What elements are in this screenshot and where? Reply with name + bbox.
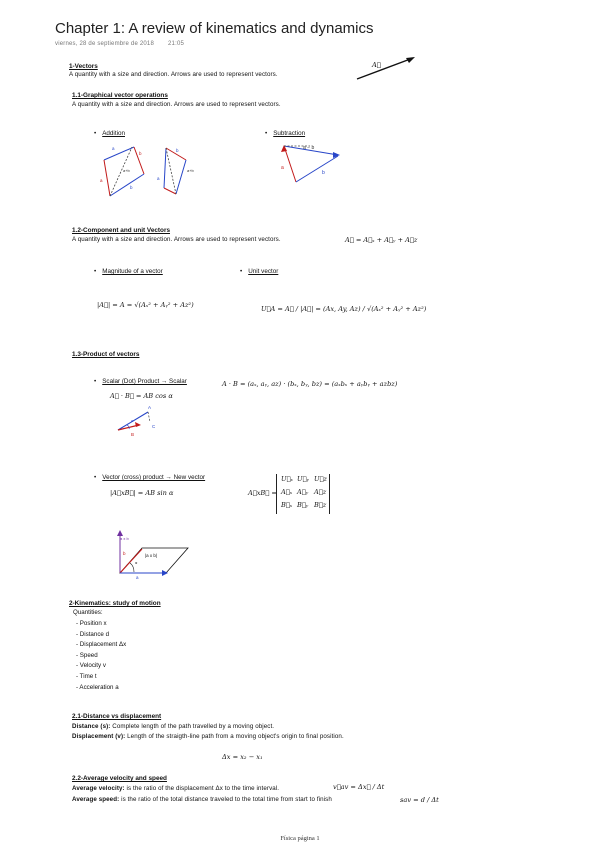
- equation-dot-components: A · B = (aₓ, aᵧ, az) · (bₓ, bᵧ, bz) = (aₓbₓ + aᵧbᵧ + azbz): [222, 380, 398, 388]
- add-label: a+b: [123, 168, 130, 173]
- equation-average-speed: sav = d / Δt: [400, 796, 439, 804]
- det-cell: A⃗z: [314, 488, 327, 496]
- cross-label: a: [136, 575, 139, 580]
- sub-label: a − b: [303, 145, 315, 151]
- timestamp: [55, 41, 198, 47]
- equation-dot-definition: A⃗ · B⃗ = AB cos α: [110, 392, 173, 400]
- bullet-vector-product: • Vector (cross) product → New vector: [94, 474, 205, 481]
- average-speed-definition: [72, 796, 332, 803]
- det-cell: B⃗z: [314, 501, 327, 509]
- bullet-subtraction: • Subtraction: [265, 130, 305, 137]
- page-footer: Física página 1: [280, 835, 320, 842]
- add-label: b: [130, 185, 133, 190]
- list-item: - Velocity v: [76, 662, 106, 670]
- sub-label: b: [322, 170, 325, 176]
- heading-vectors: 1-Vectors: [69, 63, 98, 70]
- equation-unit-vector: U⃗A = A⃗ / |A⃗| = (Ax, Ay, Az) / √(Aₓ² + Aᵧ² + Az²): [261, 305, 427, 313]
- distance-term: Distance (s):: [72, 723, 111, 730]
- add-label: b: [176, 148, 179, 153]
- cross-label: b: [123, 551, 126, 556]
- cross-label: |a x b|: [145, 553, 158, 558]
- det-cell: A⃗ᵧ: [297, 488, 309, 496]
- sub-label: a: [281, 165, 284, 171]
- speed-term: Average speed:: [72, 796, 120, 803]
- subtraction-diagram: [272, 142, 352, 190]
- displacement-term: Displacement (v):: [72, 733, 126, 740]
- add-label: a: [157, 176, 160, 181]
- bullet-scalar-product: • Scalar (Dot) Product → Scalar: [94, 378, 187, 385]
- dot-label: B: [131, 432, 135, 437]
- det-cell: B⃗ᵧ: [297, 501, 309, 509]
- cross-label: α: [135, 560, 138, 565]
- velocity-text: is the ratio of the displacement Δx to the time interval.: [126, 785, 280, 792]
- time-text: 21:05: [168, 41, 185, 47]
- dot-product-diagram: [112, 405, 172, 437]
- heading-distance-displacement: 2.1-Distance vs displacement: [72, 713, 162, 720]
- dot-label: C: [152, 424, 156, 429]
- list-item: - Displacement Δx: [76, 641, 127, 649]
- det-cell: B⃗ₓ: [281, 501, 293, 509]
- vectors-definition: A quantity with a size and direction. Arrows are used to represent vectors.: [69, 71, 278, 78]
- heading-component-unit: 1.2-Component and unit Vectors: [72, 227, 170, 234]
- add-label: a: [100, 178, 103, 183]
- addition-diagram: [92, 140, 212, 202]
- cross-product-diagram: [112, 528, 196, 580]
- add-label: a: [112, 146, 115, 151]
- list-item: - Acceleration a: [76, 683, 119, 691]
- det-cell: A⃗ₓ: [281, 488, 293, 496]
- displacement-text: Length of the straigth-line path from a moving object's origin to final position.: [127, 733, 344, 740]
- equation-displacement: Δx = x₂ − x₁: [222, 753, 263, 761]
- top-vector-figure: [355, 52, 425, 82]
- top-vector-label: A⃗: [372, 61, 381, 69]
- average-velocity-definition: [72, 785, 279, 792]
- addition-triangle-right: [164, 148, 186, 194]
- graphical-ops-text: A quantity with a size and direction. Arrows are used to represent vectors.: [72, 101, 281, 108]
- add-label: a+b: [187, 168, 194, 173]
- quantities-label: Quantities:: [73, 609, 103, 616]
- heading-product: 1.3-Product of vectors: [72, 351, 140, 358]
- bullet-addition: • Addition: [94, 130, 125, 137]
- bullet-magnitude: • Magnitude of a vector: [94, 268, 163, 275]
- det-cell: U⃗z: [314, 475, 327, 483]
- list-item: - Time t: [76, 672, 97, 680]
- quantities-list: [76, 619, 126, 693]
- add-label: b: [139, 151, 142, 156]
- equation-average-velocity: v⃗av = Δx⃗ / Δt: [333, 783, 385, 791]
- heading-graphical-ops: 1.1-Graphical vector operations: [72, 92, 168, 99]
- equation-cross-definition: |A⃗xB⃗| = AB sin α: [110, 489, 174, 497]
- det-cell: U⃗ₓ: [281, 475, 293, 483]
- bullet-unit-vector: • Unit vector: [240, 268, 278, 275]
- dot-label: A: [148, 405, 152, 410]
- distance-definition: [72, 723, 274, 730]
- component-unit-text: A quantity with a size and direction. Arrows are used to represent vectors.: [72, 236, 281, 243]
- velocity-term: Average velocity:: [72, 785, 125, 792]
- equation-magnitude: |A⃗| = A = √(Aₓ² + Aᵧ² + Az²): [97, 301, 194, 309]
- equation-cross-lhs: A⃗xB⃗ =: [248, 489, 277, 497]
- list-item: - Position x: [76, 620, 107, 627]
- heading-average-velocity: 2.2-Average velocity and speed: [72, 775, 167, 782]
- equation-vector-sum: A⃗ = A⃗ₓ + A⃗ᵧ + A⃗z: [345, 236, 418, 244]
- heading-kinematics: 2-Kinematics: study of motion: [69, 600, 161, 607]
- list-item: - Speed: [76, 651, 98, 659]
- list-item: - Distance d: [76, 630, 110, 638]
- page-title: Chapter 1: A review of kinematics and dynamics: [55, 20, 374, 37]
- speed-text: is the ratio of the total distance traveled to the total time from start to finish: [121, 796, 332, 803]
- dot-label: α: [131, 418, 134, 423]
- det-cell: U⃗ᵧ: [297, 475, 309, 483]
- date-text: viernes, 28 de septiembre de 2018: [55, 41, 154, 47]
- cross-label: a x b: [120, 536, 129, 541]
- cross-determinant: [276, 474, 330, 514]
- distance-text: Complete length of the path travelled by a moving object.: [112, 723, 275, 730]
- displacement-definition: [72, 733, 344, 740]
